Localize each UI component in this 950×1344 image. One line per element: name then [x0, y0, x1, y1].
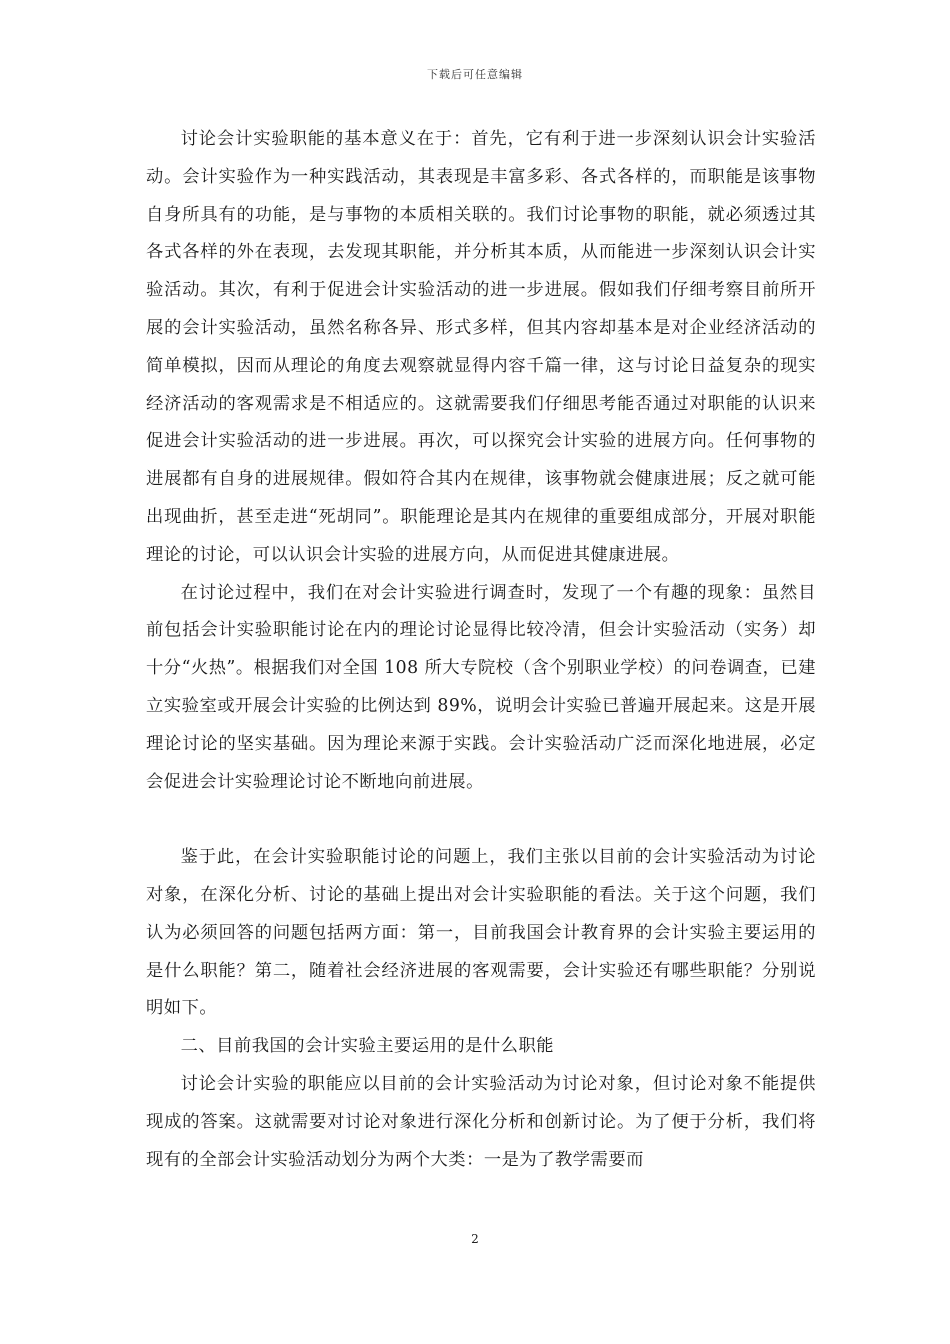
paragraph-gap	[146, 801, 816, 839]
paragraph-survey: 在讨论过程中，我们在对会计实验进行调查时，发现了一个有趣的现象：虽然目前包括会计实验职能讨论在内的理论讨论显得比较冷清，但会计实验活动（实务）却十分“火热”。根据我们对全国 108 所大专院校（含个别职业学校）的问卷调查，已建立实验室或开展会计实验的比例达到 89%，说明会计实验已普遍开展起来。这是开展理论讨论的坚实基础。因为理论来源于实践。会计实验活动广泛而深化地进展，必定会促进会计实验理论讨论不断地向前进展。	[146, 582, 816, 792]
section-heading: 二、目前我国的会计实验主要运用的是什么职能	[180, 1036, 555, 1057]
page-header: 下载后可任意编辑	[427, 68, 523, 81]
document-body	[146, 121, 816, 1179]
paragraph-approach: 鉴于此，在会计实验职能讨论的问题上，我们主张以目前的会计实验活动为讨论对象，在深化分析、讨论的基础上提出对会计实验职能的看法。关于这个问题，我们认为必须回答的问题包括两方面：第一，目前我国会计教育界的会计实验主要运用的是什么职能？第二，随着社会经济进展的客观需要，会计实验还有哪些职能？分别说明如下。	[146, 847, 816, 1019]
page-number: 2	[471, 1232, 479, 1246]
paragraph-significance: 讨论会计实验职能的基本意义在于：首先，它有利于进一步深刻认识会计实验活动。会计实验作为一种实践活动，其表现是丰富多彩、各式各样的，而职能是该事物自身所具有的功能，是与事物的本质相关联的。我们讨论事物的职能，就必须透过其各式各样的外在表现，去发现其职能，并分析其本质，从而能进一步深刻认识会计实验活动。其次，有利于促进会计实验活动的进一步进展。假如我们仔细考察目前所开展的会计实验活动，虽然名称各异、形式多样，但其内容却基本是对企业经济活动的简单模拟，因而从理论的角度去观察就显得内容千篇一律，这与讨论日益复杂的现实经济活动的客观需求是不相适应的。这就需要我们仔细思考能否通过对职能的认识来促进会计实验活动的进一步进展。再次，可以探究会计实验的进展方向。任何事物的进展都有自身的进展规律。假如符合其内在规律，该事物就会健康进展；反之就可能出现曲折，甚至走进“死胡同”。职能理论是其内在规律的重要组成部分，开展对职能理论的讨论，可以认识会计实验的进展方向，从而促进其健康进展。	[146, 129, 816, 565]
paragraph-analysis: 讨论会计实验的职能应以目前的会计实验活动为讨论对象，但讨论对象不能提供现成的答案。这就需要对讨论对象进行深化分析和创新讨论。为了便于分析，我们将现有的全部会计实验活动划分为两个大类：一是为了教学需要而	[146, 1073, 816, 1170]
